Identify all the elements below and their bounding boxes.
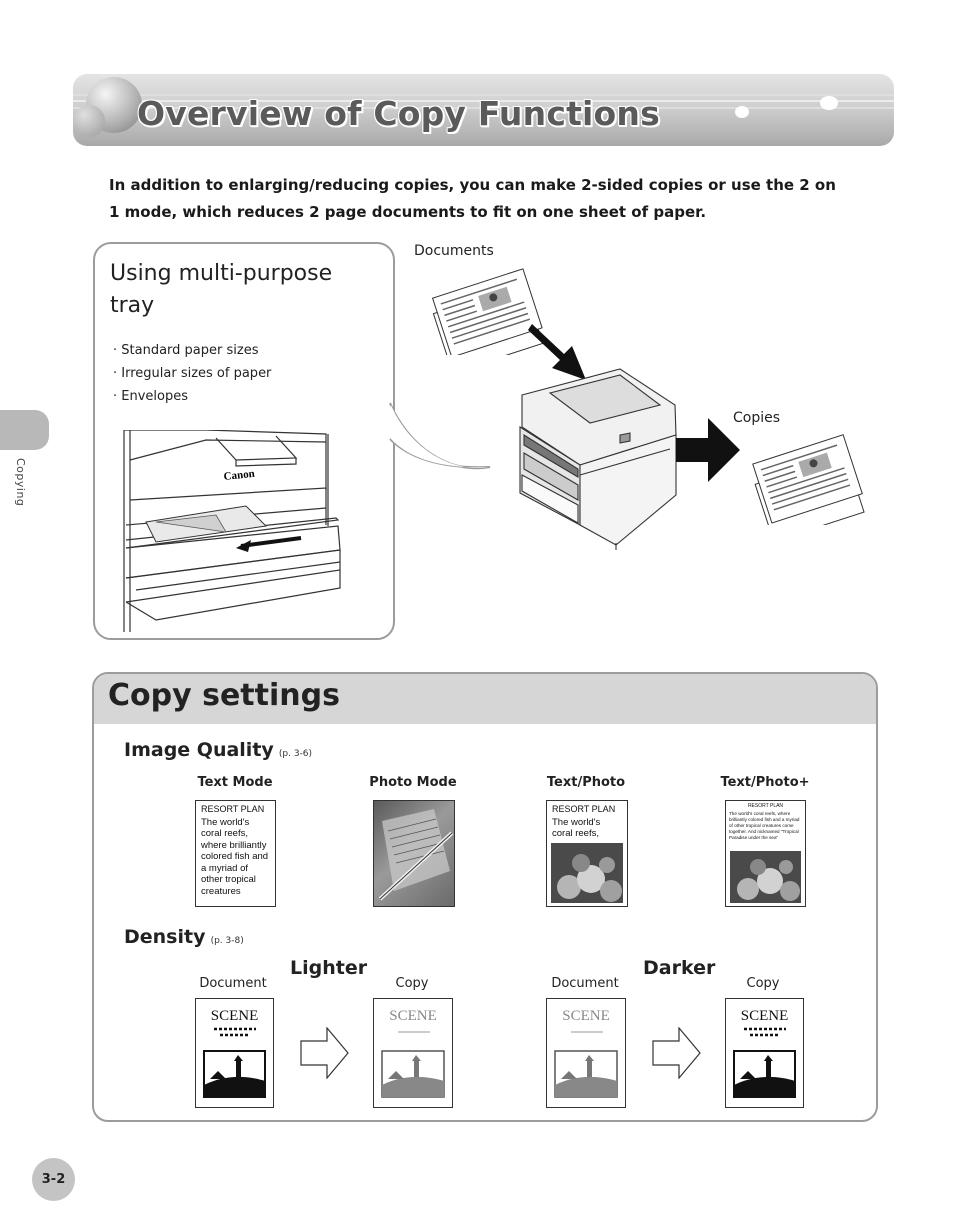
textphotoplus-mode-thumbnail bbox=[725, 800, 806, 907]
copy-label: Copy bbox=[395, 976, 429, 991]
thumb-title: RESORT PLAN bbox=[552, 804, 616, 814]
banner-bubble bbox=[735, 106, 749, 118]
thumb-body: The world's coral reefs, where brilliantly colored fish and a myriad of other tropical creatures bbox=[201, 816, 269, 897]
textphoto-mode-thumbnail bbox=[546, 800, 628, 907]
tray-feature-text: Standard paper sizes bbox=[121, 343, 259, 358]
mode-label-photo: Photo Mode bbox=[369, 775, 457, 790]
density-title: Density bbox=[124, 926, 206, 948]
density-darker-copy-thumbnail bbox=[725, 998, 804, 1108]
page-title: Overview of Copy Functions bbox=[137, 94, 660, 133]
thumb-title: RESORT PLAN bbox=[747, 803, 784, 809]
printer-brand-text: Canon bbox=[223, 467, 256, 483]
photo-image bbox=[374, 801, 454, 906]
intro-text: In addition to enlarging/reducing copies, you can make 2-sided copies or use the 2 on 1 mode, which reduces 2 page documents to fit on one sheet of paper. bbox=[109, 176, 836, 221]
tray-title: Using multi-purpose tray bbox=[110, 261, 333, 318]
image-quality-ref: (p. 3-6) bbox=[278, 749, 313, 759]
density-document-light-thumbnail bbox=[546, 998, 626, 1108]
documents-label: Documents bbox=[414, 243, 494, 259]
scene-image bbox=[196, 999, 273, 1107]
thumb-body: The world's coral reefs, bbox=[552, 816, 601, 839]
tray-feature-text: Envelopes bbox=[121, 389, 188, 404]
scene-text: SCENE bbox=[210, 1008, 259, 1024]
tray-feature-text: Irregular sizes of paper bbox=[121, 366, 272, 381]
density-lighter-copy-thumbnail bbox=[373, 998, 453, 1108]
scene-text: SCENE bbox=[389, 1008, 437, 1024]
density-document-thumbnail bbox=[195, 998, 274, 1108]
image-quality-title: Image Quality bbox=[124, 739, 274, 761]
copy-label: Copy bbox=[746, 976, 780, 991]
scene-image bbox=[547, 999, 625, 1107]
copy-settings-title: Copy settings bbox=[108, 678, 340, 713]
density-ref: (p. 3-8) bbox=[210, 936, 244, 946]
photo-mode-thumbnail bbox=[373, 800, 455, 907]
mode-label-textphoto: Text/Photo bbox=[546, 775, 626, 790]
fruit-photo bbox=[730, 851, 801, 903]
banner-bubble bbox=[820, 96, 838, 110]
document-label: Document bbox=[199, 976, 267, 991]
tray-illustration bbox=[96, 430, 389, 632]
document-label: Document bbox=[551, 976, 619, 991]
arrow-right-outline-icon bbox=[300, 1027, 350, 1079]
page-number: 3-2 bbox=[32, 1158, 75, 1201]
thumb-body: The world's coral reefs, where brilliantly colored fish and a myriad of other tropical creatures come together. And nicknamed "Tropical Paradise under the sea" bbox=[729, 811, 800, 840]
chapter-label: Copying bbox=[14, 458, 27, 507]
mode-label-text: Text Mode bbox=[197, 775, 273, 790]
lighter-label: Lighter bbox=[290, 957, 368, 979]
thumb-title: RESORT PLAN bbox=[201, 804, 265, 814]
image-quality-heading bbox=[124, 739, 312, 761]
scene-text: SCENE bbox=[562, 1008, 610, 1024]
tray-feature-item: · Standard paper sizes bbox=[113, 343, 259, 358]
fruit-photo bbox=[551, 843, 623, 903]
density-heading bbox=[124, 926, 244, 948]
callout-tail bbox=[388, 395, 498, 485]
scene-image bbox=[374, 999, 452, 1107]
copies-illustration bbox=[735, 430, 880, 525]
arrow-out-icon bbox=[676, 416, 742, 484]
sphere-decoration bbox=[73, 105, 105, 137]
mode-label-textphotoplus: Text/Photo+ bbox=[720, 775, 810, 790]
darker-label: Darker bbox=[643, 957, 716, 979]
scene-text: SCENE bbox=[740, 1008, 789, 1024]
tray-feature-item: · Irregular sizes of paper bbox=[113, 366, 272, 381]
scene-image bbox=[726, 999, 803, 1107]
copies-label: Copies bbox=[733, 410, 781, 426]
arrow-right-outline-icon bbox=[652, 1027, 702, 1079]
chapter-tab bbox=[0, 410, 49, 450]
copier-illustration bbox=[510, 365, 680, 550]
tray-feature-list bbox=[113, 339, 271, 408]
text-mode-thumbnail bbox=[195, 800, 276, 907]
tray-feature-item: · Envelopes bbox=[113, 389, 188, 404]
